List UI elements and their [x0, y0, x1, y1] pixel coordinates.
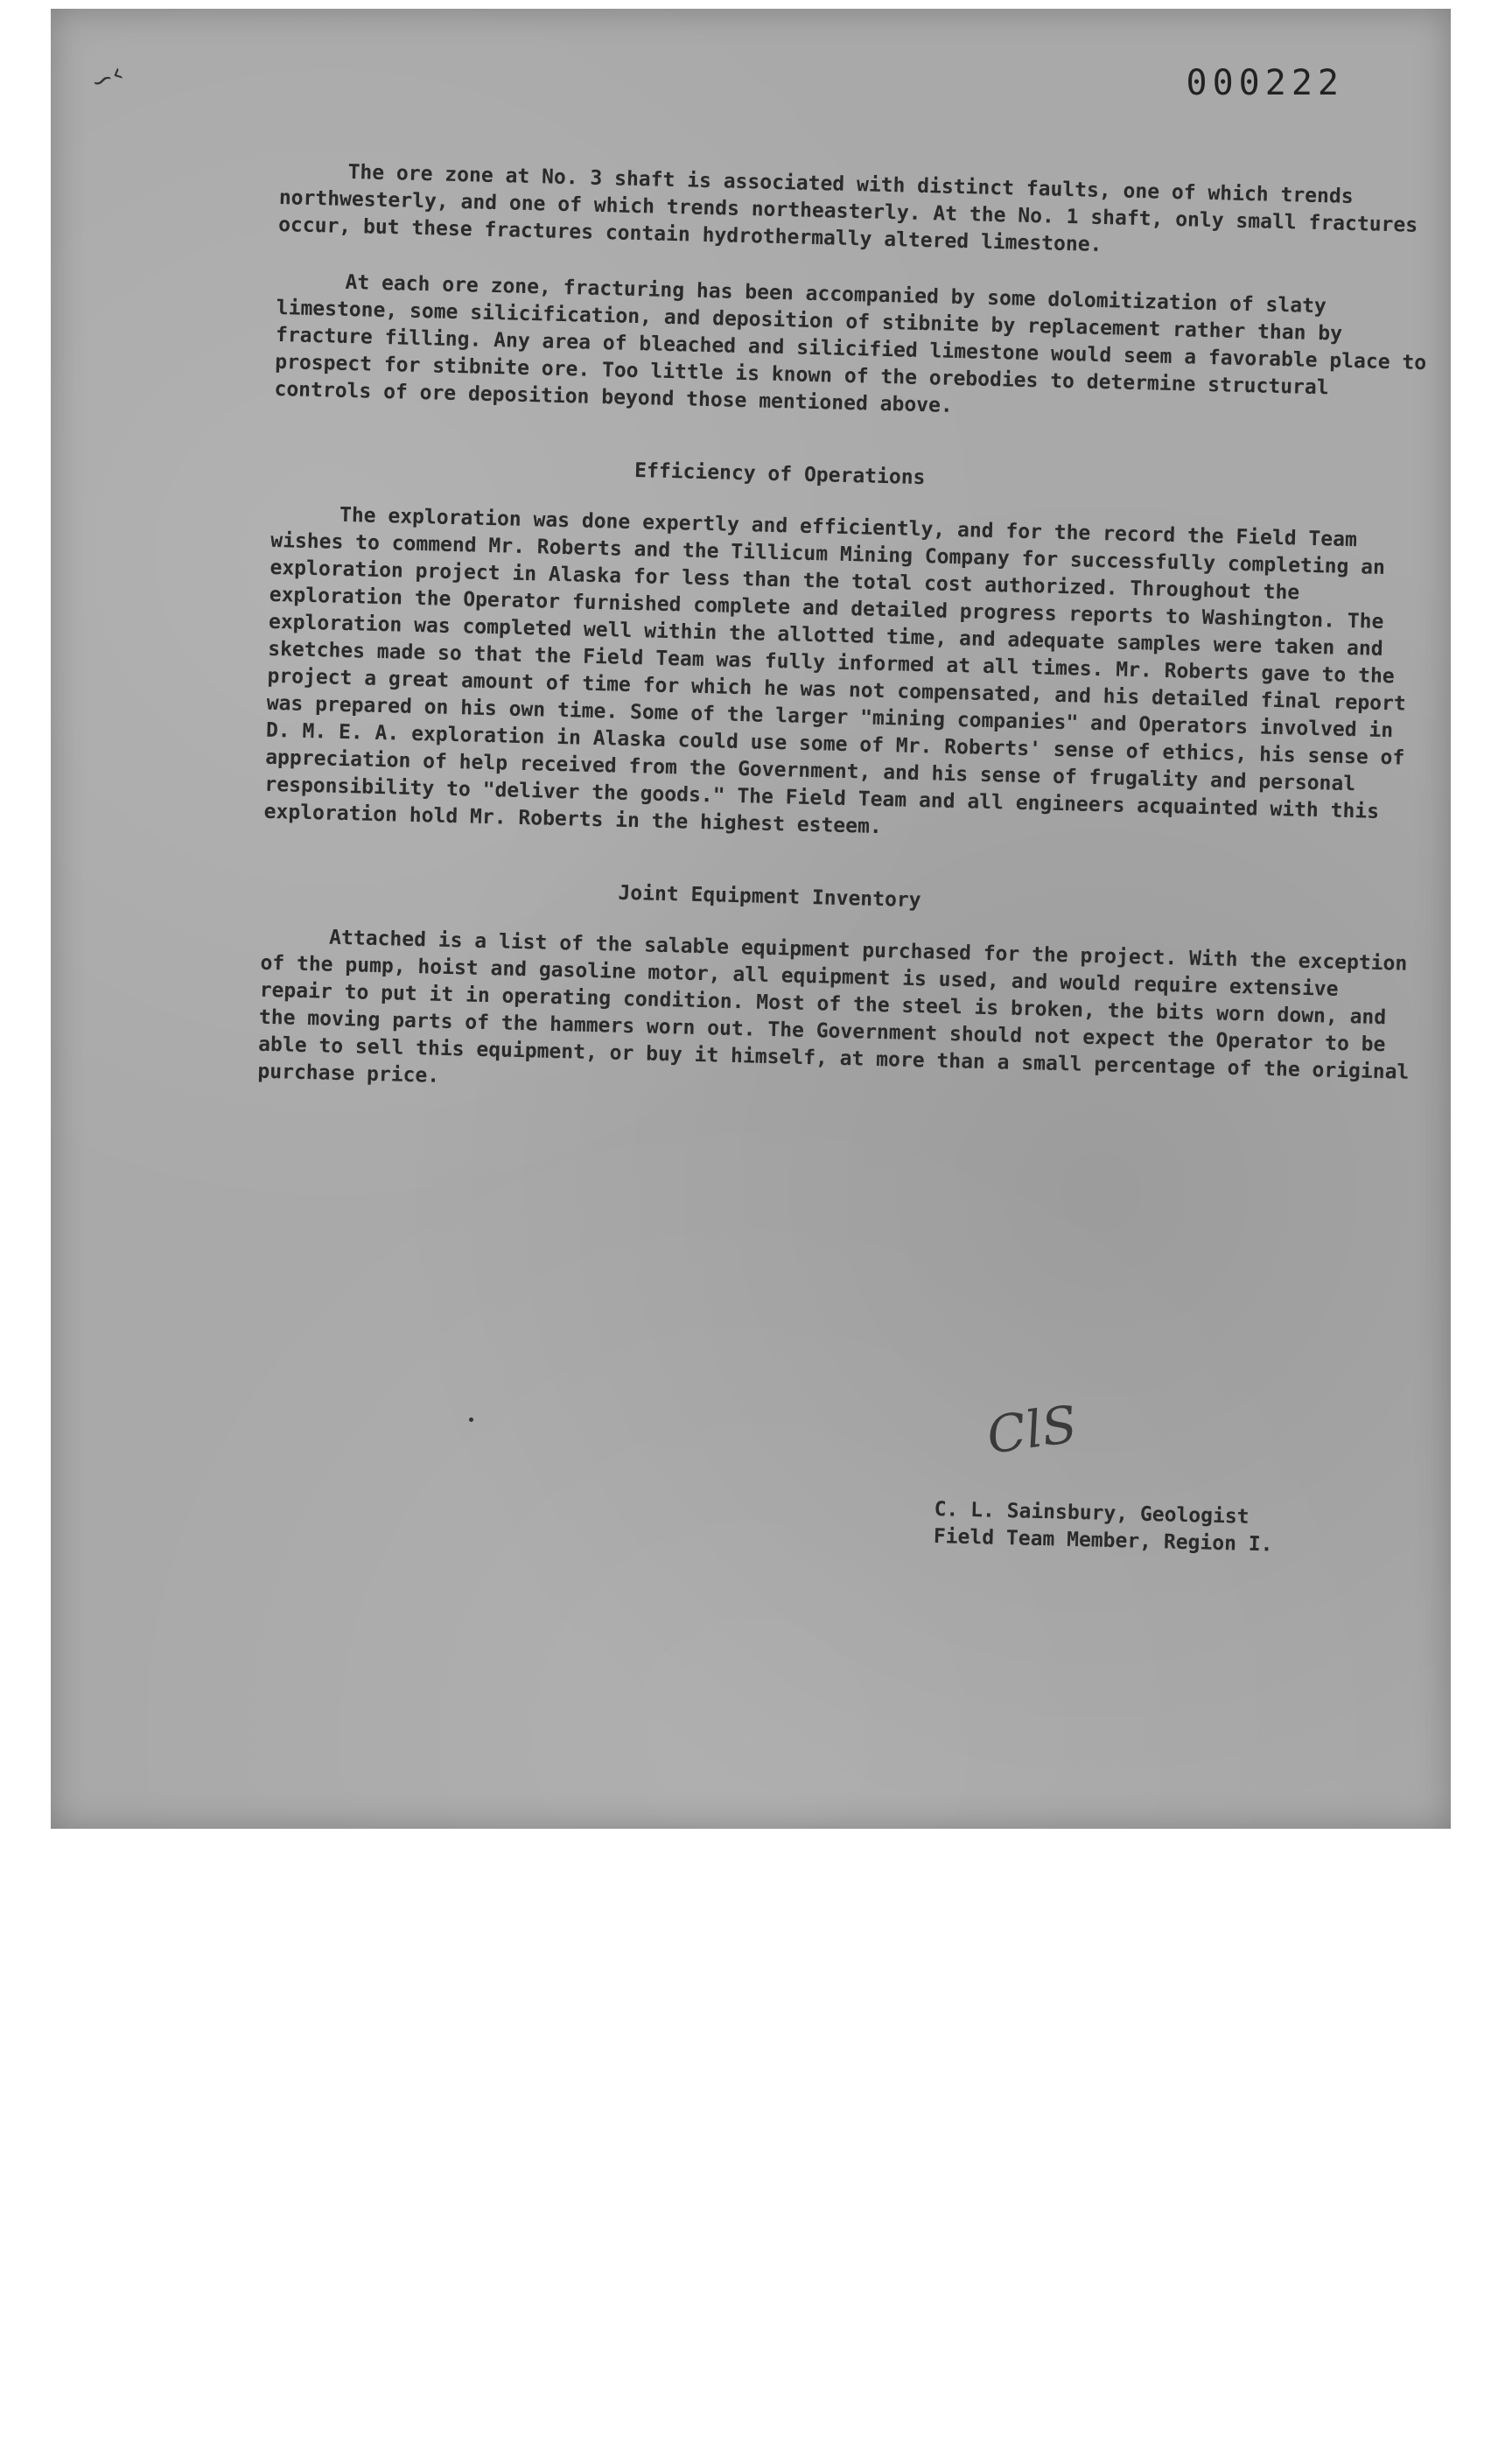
signature-name-line: C. L. Sainsbury, Geologist: [934, 1497, 1250, 1529]
signature-block: [933, 1496, 1273, 1558]
heading-joint-equipment-inventory: Joint Equipment Inventory: [618, 881, 921, 913]
document-page: [51, 9, 1451, 1829]
signature-title-line: Field Team Member, Region I.: [933, 1524, 1273, 1557]
paragraph-ore-zone: The ore zone at No. 3 shaft is associated with distinct faults, one of which trends northwesterly, and one of which trends northeasterly. At the No. 1 shaft, only small fractures occur, but these fractures contain hydrothermally altered limestone.: [277, 160, 1418, 256]
stray-ink-dot: [469, 1418, 473, 1422]
heading-efficiency-of-operations: Efficiency of Operations: [634, 459, 926, 490]
margin-smudge-mark: ∽‹: [86, 57, 129, 100]
paragraph-inventory: Attached is a list of the salable equipment purchased for the project. With the exception of the pump, hoist and gasoline motor, all equipment is used, and would require extensive repair to put it in operating condition. Most of the steel is broken, the bits worn down, and the moving parts of the hammers worn out. The Government should not expect the Operator to be able to sell this equipment, or buy it himself, at more than a small percentage of the original purchase price.: [257, 926, 1410, 1088]
page-number: 000222: [1186, 63, 1344, 103]
document-body: [256, 158, 1434, 1143]
handwritten-initials: ClS: [983, 1394, 1081, 1466]
paragraph-fracturing: At each ore zone, fracturing has been accompanied by some dolomitization of slaty limestone, some silicification, and deposition of stibnite by replacement rather than by fracture filling. Any area of bleached and silicified limestone would seem a favorable place to prospect for stibnite ore. Too little is known of the orebodies to determine structural controls of ore deposition beyond those mentioned above.: [274, 270, 1427, 417]
paragraph-efficiency: The exploration was done expertly and efficiently, and for the record the Field Team wishes to commend Mr. Roberts and the Tillicum Mining Company for successfully completing an exploration project in Alaska for less than the total cost authorized. Throughout the exploration the Operator furnished complete and detailed progress reports to Washington. The exploration was completed well within the allotted time, and adequate samples were taken and sketches made so that the Field Team was fully informed at all times. Mr. Roberts gave to the project a great amount of time for which he was not compensated, and his detailed final report was prepared on his own time. Some of the larger "mining companies" and Operators involved in D. M. E. A. exploration in Alaska could use some of Mr. Roberts' sense of ethics, his sense of appreciation of help received from the Government, and his sense of frugality and personal responsibility to "deliver the goods." The Field Team and all engineers acquainted with this exploration hold Mr. Roberts in the highest esteem.: [263, 503, 1407, 839]
